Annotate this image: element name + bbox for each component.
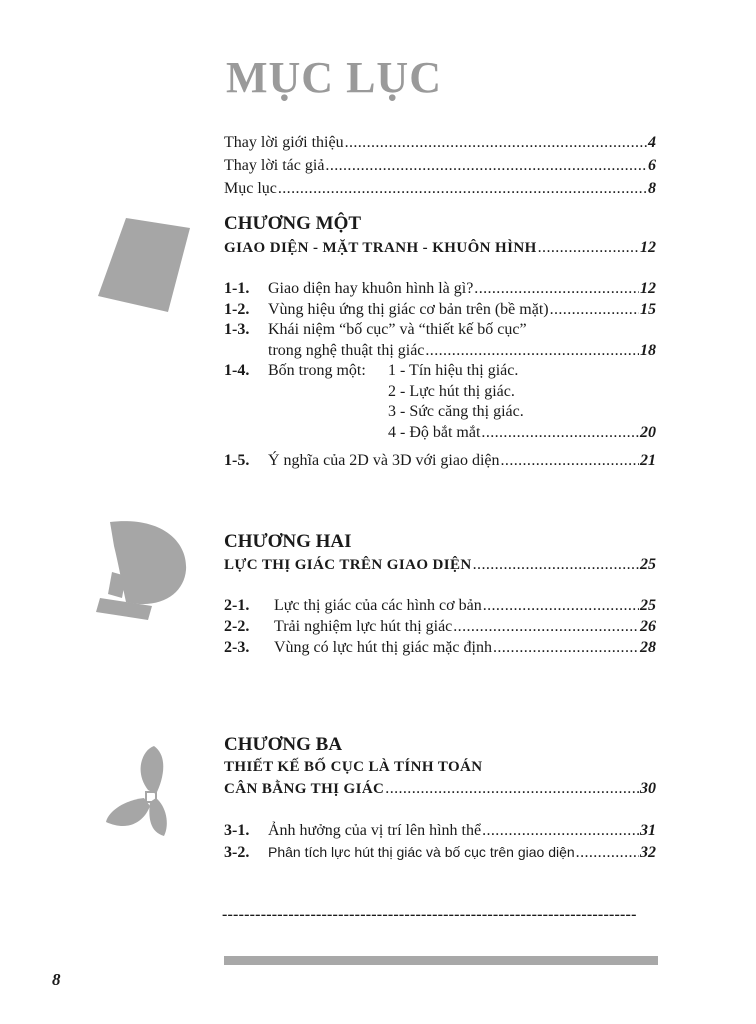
chapter-three-shape-icon <box>94 742 194 842</box>
item-number: 3-2. <box>224 844 250 861</box>
item-number: 1-3. <box>224 321 250 338</box>
item-number: 1-4. <box>224 362 250 379</box>
item-number: 2-2. <box>224 618 250 635</box>
toc-item-2-2[interactable] <box>224 618 656 636</box>
leader-dots <box>385 780 639 798</box>
toc-page-number: 21 <box>640 452 656 469</box>
fan-blade-right <box>149 798 166 836</box>
page-title: MỤC LỤC <box>226 53 442 102</box>
toc-entry-contents[interactable] <box>224 180 656 198</box>
item-number: 1-2. <box>224 301 250 318</box>
toc-entry-label: Mục lục <box>224 180 277 197</box>
toc-entry-intro[interactable] <box>224 134 656 152</box>
dashed-divider: --------------------------------------------------------------------------- <box>222 906 637 922</box>
leader-dots <box>538 239 639 257</box>
toc-page-number: 15 <box>640 301 656 318</box>
toc-item-1-2[interactable] <box>224 301 656 319</box>
toc-page-number: 25 <box>640 597 656 614</box>
leader-dots <box>345 134 647 152</box>
chapter-three-subtitle-line1: THIẾT KẾ BỐ CỤC LÀ TÍNH TOÁN <box>224 759 483 775</box>
toc-page-number: 28 <box>640 639 656 656</box>
stem-shape <box>108 572 126 598</box>
leader-dots <box>576 844 639 862</box>
toc-page-number: 31 <box>640 822 656 839</box>
item-number: 2-3. <box>224 639 250 656</box>
toc-page-number: 25 <box>640 556 656 573</box>
leader-dots <box>325 157 647 175</box>
toc-item-1-5[interactable] <box>224 452 656 470</box>
item-label: Ảnh hưởng của vị trí lên hình thể <box>268 822 482 839</box>
leader-dots <box>481 424 639 442</box>
chapter-two-heading: CHƯƠNG HAI <box>224 531 352 552</box>
leader-dots <box>483 597 639 615</box>
item-label: Vùng có lực hút thị giác mặc định <box>274 639 492 656</box>
chapter-two-shape-icon <box>92 512 192 624</box>
item-label: Khái niệm “bố cục” và “thiết kế bố cục” <box>268 321 527 338</box>
toc-item-1-1[interactable] <box>224 280 656 298</box>
sub-item: 3 - Sức căng thị giác. <box>388 403 524 420</box>
item-label: Phân tích lực hút thị giác và bố cục trên giao diện <box>268 844 575 860</box>
item-label: Lực thị giác của các hình cơ bản <box>274 597 482 614</box>
toc-page-number: 12 <box>640 239 656 256</box>
item-number: 1-1. <box>224 280 250 297</box>
item-label: Ý nghĩa của 2D và 3D với giao diện <box>268 452 500 469</box>
quadrilateral-shape <box>98 218 190 312</box>
item-label-continued: trong nghệ thuật thị giác <box>268 342 425 359</box>
sub-item: 1 - Tín hiệu thị giác. <box>388 362 519 379</box>
toc-page-number: 32 <box>640 844 656 861</box>
item-number: 1-5. <box>224 452 250 469</box>
toc-page-number: 6 <box>648 157 656 174</box>
toc-item-1-3-line1[interactable] <box>224 321 527 339</box>
leader-dots <box>550 301 639 319</box>
chapter-three-subtitle-line2: CÂN BẰNG THỊ GIÁC <box>224 781 385 797</box>
leader-dots <box>482 822 639 840</box>
item-number: 2-1. <box>224 597 250 614</box>
leader-dots <box>501 452 639 470</box>
leader-dots <box>473 556 639 574</box>
item-number: 3-1. <box>224 822 250 839</box>
item-label: Bốn trong một: <box>268 362 366 379</box>
toc-item-1-4[interactable] <box>224 362 366 380</box>
sub-item: 2 - Lực hút thị giác. <box>388 383 515 400</box>
chapter-three-heading: CHƯƠNG BA <box>224 734 343 755</box>
leader-dots <box>474 280 639 298</box>
leader-dots <box>453 618 639 636</box>
chapter-two-entry[interactable] <box>224 556 656 574</box>
fan-blade-top <box>141 746 164 794</box>
chapter-three-entry[interactable] <box>224 780 656 798</box>
toc-entry-label: Thay lời tác giả <box>224 157 325 174</box>
footer-bar <box>224 956 658 965</box>
toc-entry-author[interactable] <box>224 157 656 175</box>
toc-page-number: 30 <box>640 780 656 797</box>
page-number: 8 <box>52 970 61 989</box>
toc-item-3-2[interactable] <box>224 844 656 862</box>
toc-entry-label: Thay lời giới thiệu <box>224 134 344 151</box>
chapter-one-shape-icon <box>96 212 192 316</box>
toc-page-number: 4 <box>648 134 656 151</box>
toc-item-2-3[interactable] <box>224 639 656 657</box>
toc-item-2-1[interactable] <box>224 597 656 615</box>
chapter-one-subtitle: GIAO DIỆN - MẶT TRANH - KHUÔN HÌNH <box>224 240 537 256</box>
toc-item-1-3-line2[interactable] <box>268 342 656 360</box>
item-label: Vùng hiệu ứng thị giác cơ bản trên (bề mặt) <box>268 301 549 318</box>
fan-blade-left <box>106 798 150 826</box>
leader-dots <box>425 342 639 360</box>
leader-dots <box>278 180 647 198</box>
chapter-two-subtitle: LỰC THỊ GIÁC TRÊN GIAO DIỆN <box>224 557 472 573</box>
sub-item: 4 - Độ bắt mắt <box>388 424 481 441</box>
item-label: Giao diện hay khuôn hình là gì? <box>268 280 474 297</box>
toc-page-number: 26 <box>640 618 656 635</box>
chapter-one-heading: CHƯƠNG MỘT <box>224 213 362 234</box>
toc-item-1-4-last[interactable] <box>388 424 656 442</box>
chapter-one-entry[interactable] <box>224 239 656 257</box>
toc-page-number: 18 <box>640 342 656 359</box>
toc-item-3-1[interactable] <box>224 822 656 840</box>
item-label: Trải nghiệm lực hút thị giác <box>274 618 453 635</box>
leader-dots <box>493 639 639 657</box>
toc-page-number: 20 <box>640 424 656 441</box>
toc-page-number: 8 <box>648 180 656 197</box>
toc-page-number: 12 <box>640 280 656 297</box>
